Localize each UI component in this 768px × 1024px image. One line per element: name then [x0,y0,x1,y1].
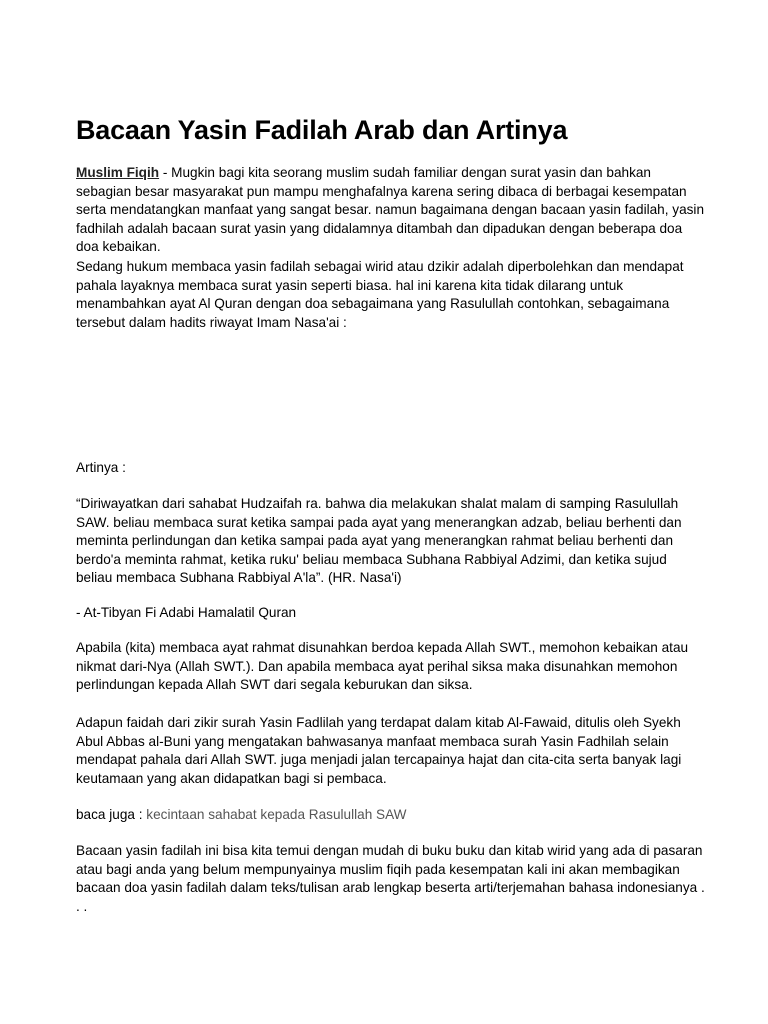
article-title: Bacaan Yasin Fadilah Arab dan Artinya [76,115,568,145]
baca-juga [76,806,706,825]
intro-paragraph [76,164,706,257]
baca-juga-label: baca juga : [76,807,147,822]
translation-paragraph: “Diriwayatkan dari sahabat Hudzaifah ra. bahwa dia melakukan shalat malam di samping Rasulullah SAW. beliau membaca surat ketika sampai pada ayat yang menerangkan adzab, beliau berhenti dan meminta perlindungan dan ketika sampai pada ayat yang menerangkan rahmat beliau berhenti dan berdo'a meminta rahmat, ketika ruku' beliau membaca Subhana Rabbiyal Adzimi, dan ketika sujud beliau membaca Subhana Rabbiyal A'la”. (HR. Nasa'i) [76,496,682,586]
source-reference: - At-Tibyan Fi Adabi Hamalatil Quran [76,605,297,620]
source-link[interactable]: Muslim Fiqih [76,165,160,180]
related-article-link[interactable]: kecintaan sahabat kepada Rasulullah SAW [146,807,407,822]
paragraph-8: Bacaan yasin fadilah ini bisa kita temui dengan mudah di buku buku dan kitab wirid yang ada di pasaran atau bagi anda yang belum mempunyainya muslim fiqih pada kesempatan kali ini akan membagikan bacaan doa yasin fadilah dalam teks/tulisan arab lengkap beserta arti/terjemahan bahasa indonesianya . . . [76,843,705,914]
paragraph-6: Adapun faidah dari zikir surah Yasin Fadlilah yang terdapat dalam kitab Al-Fawaid, ditulis oleh Syekh Abul Abbas al-Buni yang mengatakan bahwasanya manfaat membaca surah Yasin Fadhilah selain mendapat pahala dari Allah SWT. juga menjadi jalan tercapainya hajat dan cita-cita serta banyak lagi keutamaan yang akan didapatkan bagi si pembaca. [76,715,682,786]
artinya-label: Artinya : [76,460,126,475]
paragraph-5: Apabila (kita) membaca ayat rahmat disunahkan berdoa kepada Allah SWT., memohon kebaikan atau nikmat dari-Nya (Allah SWT.). Dan apabila membaca ayat perihal siksa maka disunahkan memohon perlindungan kepada Allah SWT dari segala keburukan dan siksa. [76,640,689,693]
paragraph-2: Sedang hukum membaca yasin fadilah sebagai wirid atau dzikir adalah diperbolehkan dan mendapat pahala layaknya membaca surat yasin seperti biasa. hal ini karena kita tidak dilarang untuk menambahkan ayat Al Quran dengan doa sebagaimana yang Rasulullah contohkan, sebagaimana tersebut dalam hadits riwayat Imam Nasa'ai : [76,259,684,330]
intro-text: - Mugkin bagi kita seorang muslim sudah familiar dengan surat yasin dan bahkan sebagian besar masyarakat pun mampu menghafalnya karena sering dibaca di berbagai kesempatan serta mendatangkan manfaat yang sangat besar. namun bagaimana dengan bacaan yasin fadilah, yasin fadhilah adalah bacaan surat yasin yang didalamnya ditambah dan dipadukan dengan beberapa doa doa kebaikan. [76,165,705,255]
